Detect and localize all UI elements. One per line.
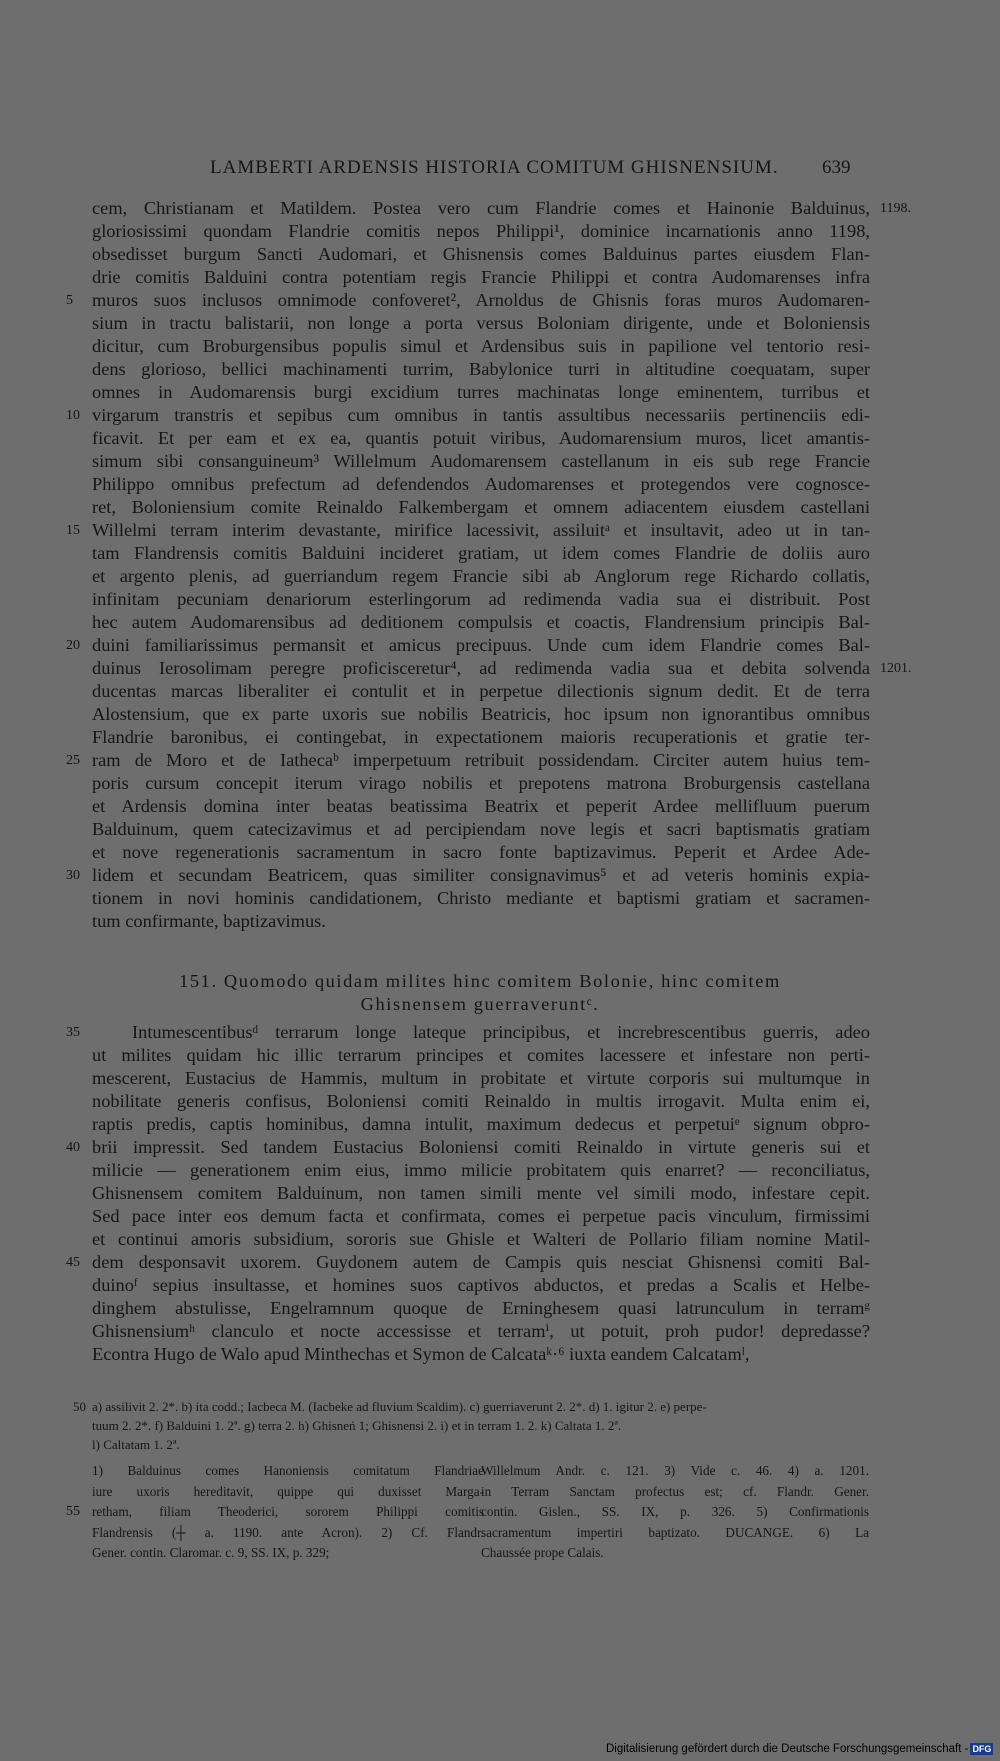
text-line <box>92 1113 870 1136</box>
line-text: dens glorioso, bellici machinamenti turrim, Babylonice turri in altitudine coequatam, super <box>92 359 870 379</box>
line-text: Econtra Hugo de Walo apud Minthechas et Symon de Calcataᵏ·⁶ iuxta eandem Calcatamˡ, <box>92 1344 750 1364</box>
text-line <box>92 588 870 611</box>
line-number: 30 <box>66 868 80 883</box>
footnote-line <box>92 1482 484 1503</box>
footnotes-right-column <box>481 1461 869 1564</box>
running-header <box>0 157 1000 183</box>
text-line <box>92 1228 870 1251</box>
text-line <box>66 1021 870 1044</box>
line-text: ram de Moro et de Iathecaᵇ imperpetuum retribuit possidendam. Circiter autem huius tem- <box>92 750 870 770</box>
line-number: 40 <box>66 1140 80 1155</box>
text-line <box>92 312 870 335</box>
footnote-text: 1) Balduinus comes Hanoniensis comitatum Flandriae <box>92 1463 484 1478</box>
text-line <box>92 772 870 795</box>
line-text: dinghem abstulisse, Engelramnum quoque de Erninghesem quasi latrunculum in terramᵍ <box>92 1298 870 1318</box>
footnote-text: Flandrensis (┼ a. 1190. ante Acron). 2) Cf. Flandr. <box>92 1524 484 1540</box>
line-text: mescerent, Eustacius de Hammis, multum in probitate et virtute corporis sui multumque in <box>92 1068 870 1088</box>
main-text <box>66 197 912 933</box>
text-line <box>92 496 870 519</box>
line-text: Flandrie baronibus, ei contingebat, in expectationem maioris recuperationis et gratie ter- <box>92 727 870 747</box>
section-text <box>66 1021 870 1366</box>
line-text: dem desponsavit uxorem. Guydonem autem de Campis quis nesciat Ghisnensi comiti Bal- <box>92 1252 870 1272</box>
note-text: a) assilivit 2. 2*. b) ita codd.; Iacbeca M. (Iacbeke ad fluvium Scaldim). c) guerriaverunt 2. 2*. d) 1. igitur 2. e) perpe- <box>92 1399 707 1414</box>
footnote-line <box>481 1523 869 1544</box>
line-text: dicitur, cum Broburgensibus populis simul et Ardensibus suis in papilione vel tentorio resi- <box>92 336 870 356</box>
text-line <box>92 1182 870 1205</box>
line-text: milicie — generationem enim eius, immo milicie probitatem quis enarret? — reconciliatus, <box>92 1160 870 1180</box>
footnote-line <box>92 1461 484 1482</box>
line-text: raptis predis, captis hominibus, damna intulit, maximum dedecus et perpetuiᵉ signum obpro- <box>92 1114 870 1134</box>
text-line <box>92 565 870 588</box>
margin-year: 1201. <box>880 661 912 676</box>
text-line <box>92 726 870 749</box>
text-line <box>92 1044 870 1067</box>
line-text: simum sibi consanguineum³ Willelmum Audomarensem castellanum in eis sub rege Francie <box>92 451 870 471</box>
chapter-heading-line-2: Ghisnensem guerraveruntᶜ. <box>360 994 600 1014</box>
line-text: et argento plenis, ad guerriandum regem Francie sibi ab Anglorum rege Richardo collatis, <box>92 566 870 586</box>
line-text: obsedisset burgum Sancti Audomari, et Ghisnensis comes Balduinus partes eiusdem Flan- <box>92 244 870 264</box>
chapter-heading <box>90 970 870 1016</box>
line-text: duinus Ierosolimam peregre proficisceretur⁴, ad redimenda vadia sua et debita solvenda <box>92 658 870 678</box>
line-text: gloriosissimi quondam Flandrie comitis nepos Philippi¹, dominice incarnationis anno 1198, <box>92 221 870 241</box>
text-line <box>92 358 870 381</box>
text-line <box>66 634 870 657</box>
text-line <box>92 841 870 864</box>
line-text: brii impressit. Sed tandem Eustacius Boloniensi comiti Reinaldo in virtute generis sui et <box>92 1137 870 1157</box>
footnote-text: Chaussée prope Calais. <box>481 1545 604 1560</box>
line-text: duinoᶠ sepius insultasse, et homines suos captivos abductos, et predas a Scalis et Helbe- <box>92 1275 870 1295</box>
text-line <box>92 427 870 450</box>
critical-note-line <box>92 1416 872 1435</box>
line-text: tam Flandrensis comitis Balduini incideret gratiam, ut idem comes Flandrie de doliis auro <box>92 543 870 563</box>
text-line <box>92 266 870 289</box>
text-line <box>92 910 870 933</box>
line-text: tum confirmante, baptizavimus. <box>92 911 326 931</box>
text-line <box>66 1251 870 1274</box>
line-number: 20 <box>66 638 80 653</box>
text-line <box>92 1205 870 1228</box>
line-text: drie comitis Balduini contra potentiam regis Francie Philippi et contra Audomarenses infra <box>92 267 870 287</box>
text-line <box>66 289 870 312</box>
line-text: omnes in Audomarensis burgi excidium turres machinatas longe eminentem, turribus et <box>92 382 870 402</box>
running-title: LAMBERTI ARDENSIS HISTORIA COMITUM GHISNENSIUM. <box>210 157 779 178</box>
line-text: ut milites quidam hic illic terrarum principes et comites lacessere et infestare non perti- <box>92 1045 870 1065</box>
footnote-line <box>66 1502 484 1523</box>
line-text: et Ardensis domina inter beatas beatissima Beatrix et peperit Ardee mellifluum puerum <box>92 796 870 816</box>
line-text: Ghisnensem comitem Balduinum, non tamen simili mente vel simili modo, infestare cepit. <box>92 1183 870 1203</box>
footnote-line <box>481 1543 869 1564</box>
critical-note-line <box>92 1435 872 1454</box>
line-text: duini familiarissimus permansit et amicus precipuus. Unde cum idem Flandrie comes Bal- <box>92 635 870 655</box>
line-text: Alostensium, que ex parte uxoris sue nobilis Beatricis, hoc ipsum non ignorantibus omnibus <box>92 704 870 724</box>
line-number: 35 <box>66 1025 80 1040</box>
critical-apparatus <box>73 1397 872 1454</box>
line-number: 45 <box>66 1255 80 1270</box>
text-line <box>92 1159 870 1182</box>
text-line <box>92 450 870 473</box>
footnote-line <box>481 1461 869 1482</box>
line-text: Sed pace inter eos demum facta et confirmata, comes ei perpetue pacis vinculum, firmissimi <box>92 1206 870 1226</box>
text-line <box>66 519 870 542</box>
text-line <box>92 542 870 565</box>
footnote-text: in Terram Sanctam profectus est; cf. Flandr. Gener. <box>481 1483 869 1499</box>
line-text: cem, Christianam et Matildem. Postea vero cum Flandrie comes et Hainonie Balduinus, <box>92 198 870 218</box>
dfg-logo: DFG <box>972 1744 992 1754</box>
text-line <box>66 864 870 887</box>
footnote-line <box>481 1502 869 1523</box>
line-text: ret, Boloniensium comite Reinaldo Falkembergam et omnem adiacentem eiusdem castellani <box>92 497 870 517</box>
digitization-footer <box>606 1743 993 1755</box>
line-text: Willelmi terram interim devastante, mirifice lacessivit, assiluitᵃ et insultavit, adeo ut in tan- <box>92 520 870 540</box>
critical-note-line <box>73 1397 872 1416</box>
line-number: 55 <box>66 1504 80 1519</box>
margin-year: 1198. <box>880 201 911 216</box>
line-number: 50 <box>73 1399 86 1414</box>
text-line <box>92 1343 870 1366</box>
line-text: ficavit. Et per eam et ex ea, quantis potuit viribus, Audomarensium muros, licet amantis- <box>92 428 870 448</box>
line-text: tionem in novi hominis candidationem, Christo mediante et baptismi gratiam et sacramen- <box>92 888 870 908</box>
text-line <box>66 1136 870 1159</box>
footnote-line <box>481 1482 869 1503</box>
text-line <box>92 611 870 634</box>
footnote-text: iure uxoris hereditavit, quippe qui duxisset Marga- <box>92 1483 484 1499</box>
text-line <box>92 335 870 358</box>
text-line <box>92 1067 870 1090</box>
text-line <box>92 1090 870 1113</box>
footnote-line <box>92 1543 484 1564</box>
footnote-text: Gener. contin. Claromar. c. 9, SS. IX, p. 329; <box>92 1545 330 1560</box>
text-line <box>92 381 870 404</box>
text-line <box>66 749 870 772</box>
line-number: 5 <box>66 293 73 308</box>
line-text: et nove regenerationis sacramentum in sacro fonte baptizavimus. Peperit et Ardee Ade- <box>92 842 870 862</box>
text-line <box>92 680 870 703</box>
line-text: hec autem Audomarensibus ad deditionem compulsis et coactis, Flandrensium principis Bal- <box>92 612 870 632</box>
line-text: nobilitate generis confisus, Boloniensi comiti Reinaldo in multis irrogavit. Multa enim ei, <box>92 1091 870 1111</box>
footnote-text: sacramentum impertiri baptizato. DUCANGE. 6) La <box>481 1524 869 1540</box>
line-number: 15 <box>66 523 80 538</box>
text-line <box>92 1297 870 1320</box>
line-text: muros suos inclusos omnimode confoveret², Arnoldus de Ghisnis foras muros Audomaren- <box>92 290 870 310</box>
chapter-heading-line-1: 151. Quomodo quidam milites hinc comitem Bolonie, hinc comitem <box>179 971 781 991</box>
footer-text: Digitalisierung gefördert durch die Deutsche Forschungsgemeinschaft - <box>606 1743 969 1755</box>
line-number: 10 <box>66 408 80 423</box>
footnote-line <box>92 1523 484 1544</box>
footnote-text: contin. Gislen., SS. IX, p. 326. 5) Confirmationis <box>481 1504 869 1519</box>
text-line <box>92 818 870 841</box>
footnote-text: retham, filiam Theoderici, sororem Philippi comitis <box>92 1504 484 1519</box>
text-line <box>92 473 870 496</box>
text-line <box>92 657 912 680</box>
footnotes-left-column <box>66 1461 484 1564</box>
line-text: virgarum transtris et sepibus cum omnibus in tantis assultibus necessariis pertinenciis edi- <box>92 405 870 425</box>
line-text: Ghisnensiumʰ clanculo et nocte accessisse et terramⁱ, ut potuit, proh pudor! depredasse? <box>92 1321 870 1341</box>
text-line <box>92 795 870 818</box>
note-text: tuum 2. 2*. f) Balduini 1. 2ª. g) terra 2. h) Ghisneń 1; Ghisnensi 2. i) et in terram 1. 2. k) Caltata 1. 2ª. <box>92 1418 622 1433</box>
page-number: 639 <box>822 157 851 178</box>
text-line <box>92 243 870 266</box>
line-text: infinitam pecuniam denariorum esterlingorum ad redimenda vadia sua ei distribuit. Post <box>92 589 870 609</box>
line-text: sium in tractu balistarii, non longe a porta versus Boloniam dirigente, unde et Boloniensis <box>92 313 870 333</box>
line-number: 25 <box>66 753 80 768</box>
line-text: Philippo omnibus prefectum ad defendendos Audomarenses et protegendos vere cognosce- <box>92 474 870 494</box>
text-line <box>92 197 911 220</box>
note-text: l) Caltatam 1. 2ª. <box>92 1437 180 1452</box>
footnote-text: Willelmum Andr. c. 121. 3) Vide c. 46. 4) a. 1201. <box>481 1463 869 1478</box>
line-text: Balduinum, quem catecizavimus et ad percipiendam nove legis et sacri baptismatis gratiam <box>92 819 870 839</box>
text-line <box>92 703 870 726</box>
text-line <box>92 220 870 243</box>
text-line <box>66 404 870 427</box>
line-text: lidem et secundam Beatricem, quas similiter consignavimus⁵ et ad veteris hominis expia- <box>92 865 870 885</box>
line-text: Intumescentibusᵈ terrarum longe lateque principibus, et increbrescentibus guerris, adeo <box>132 1022 870 1042</box>
line-text: et continui amoris subsidium, sororis sue Ghisle et Walteri de Pollario filiam nomine Matil- <box>92 1229 870 1249</box>
text-line <box>92 1274 870 1297</box>
line-text: ducentas marcas liberaliter ei contulit et in perpetue dilectionis signum dedit. Et de terra <box>92 681 870 701</box>
text-line <box>92 1320 870 1343</box>
line-text: poris cursum concepit iterum virago nobilis et prepotens matrona Broburgensis castellana <box>92 773 870 793</box>
text-line <box>92 887 870 910</box>
